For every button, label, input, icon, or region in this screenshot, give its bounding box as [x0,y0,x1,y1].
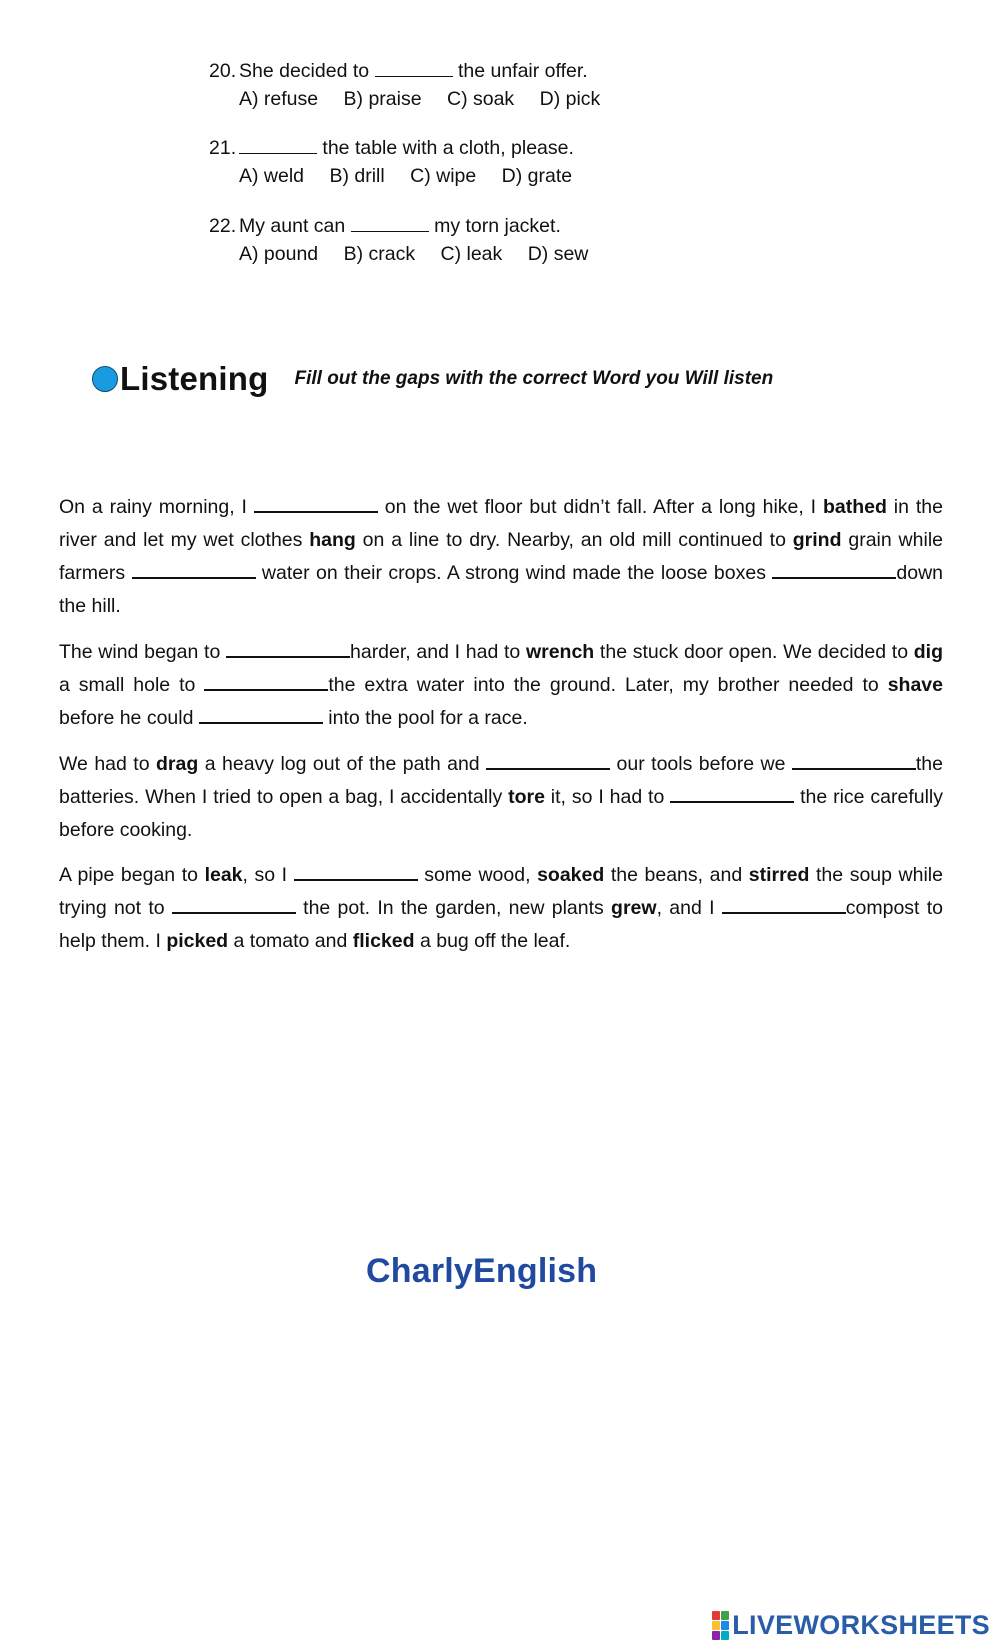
bold-word: hang [309,529,356,551]
text-run: in the river and let my wet clothes [59,496,943,551]
paragraph-2 [59,636,943,735]
text-run: some wood, [417,864,538,886]
logo-tile [712,1611,720,1620]
bold-word: wrench [525,641,595,663]
answer-blank[interactable] [792,750,916,770]
text-run: before he could [59,707,199,729]
answer-blank[interactable] [254,493,378,513]
text-run: the batteries. When I tried to open a bag, I accidentally [59,753,943,808]
liveworksheets-logo[interactable] [712,1610,990,1641]
question-stem [209,134,574,162]
bold-word: grind [792,529,842,551]
paragraph-3 [59,748,943,847]
logo-tile [721,1611,729,1620]
option-c[interactable]: C) leak [440,243,503,265]
bold-word: tore [508,786,545,808]
text-run: on the wet floor but didn’t fall. After a long hike, I [377,496,823,518]
text-run: a heavy log out of the path and [198,753,487,775]
text-run: our tools before we [610,753,792,775]
text-run: the stuck door open. We decided to [594,641,914,663]
bold-word: shave [887,674,943,696]
brand-name: CharlyEnglish [366,1252,598,1290]
bold-word: soaked [537,864,605,886]
text-run: We had to [59,753,157,775]
question-number: 20. [209,60,237,82]
text-run: the rice carefully before cooking. [59,786,943,841]
option-c[interactable]: C) wipe [410,165,477,187]
section-instruction: Fill out the gaps with the correct Word you Will listen [294,368,774,389]
question-number: 22. [209,215,237,237]
option-b[interactable]: B) crack [343,243,416,265]
answer-blank[interactable] [239,135,317,154]
bullet-circle-icon [92,366,118,392]
option-a[interactable]: A) pound [239,243,319,265]
text-run: the extra water into the ground. Later, my brother needed to [328,674,888,696]
logo-tile [712,1631,720,1640]
answer-blank[interactable] [226,638,350,658]
text-run: into the pool for a race. [322,707,528,729]
bold-word: flicked [352,930,415,952]
text-run: the pot. In the garden, new plants [295,897,612,919]
options-row [209,240,588,268]
logo-tile [721,1621,729,1630]
listening-header [92,360,773,398]
text-run: on a line to dry. Nearby, an old mill continued to [355,529,793,551]
bold-word: stirred [748,864,810,886]
answer-blank[interactable] [204,671,328,691]
answer-blank[interactable] [132,559,256,579]
text-run: harder, and I had to [350,641,526,663]
text-run: grain while farmers [59,529,943,584]
bold-word: grew [611,897,657,919]
section-title: Listening [120,360,269,397]
option-b[interactable]: B) praise [343,88,422,110]
question-20 [209,57,600,113]
answer-blank[interactable] [199,704,323,724]
options-row [209,85,600,113]
option-d[interactable]: D) pick [539,88,601,110]
stem-before: She decided to [239,60,370,82]
answer-blank[interactable] [670,783,794,803]
answer-blank[interactable] [772,559,896,579]
question-stem [209,57,600,85]
question-21 [209,134,574,190]
stem-after: the table with a cloth, please. [322,137,574,159]
stem-before: My aunt can [239,215,346,237]
question-22 [209,212,588,268]
text-run: A pipe began to [59,864,205,886]
stem-after: the unfair offer. [457,60,588,82]
question-stem [209,212,588,240]
answer-blank[interactable] [722,894,846,914]
bold-word: leak [204,864,243,886]
text-run: a bug off the leaf. [414,930,571,952]
text-run: it, so I had to [544,786,671,808]
text-run: , so I [242,864,294,886]
paragraph-1 [59,491,943,623]
text-run: water on their crops. A strong wind made the loose boxes [255,562,773,584]
logo-tile [712,1621,720,1630]
text-run: a tomato and [228,930,353,952]
paragraph-4 [59,859,943,958]
option-a[interactable]: A) weld [239,165,305,187]
text-run: the beans, and [604,864,749,886]
liveworksheets-icon [712,1611,729,1640]
option-d[interactable]: D) grate [501,165,573,187]
answer-blank[interactable] [486,750,610,770]
text-run: compost to help them. I [59,897,943,952]
stem-after: my torn jacket. [434,215,561,237]
answer-blank[interactable] [172,894,296,914]
option-a[interactable]: A) refuse [239,88,319,110]
text-run: down the hill. [59,562,943,617]
bold-word: bathed [823,496,887,518]
bold-word: drag [156,753,199,775]
option-c[interactable]: C) soak [447,88,515,110]
logo-tile [721,1631,729,1640]
answer-blank[interactable] [294,861,418,881]
options-row [209,162,574,190]
question-number: 21. [209,137,237,159]
bold-word: picked [166,930,229,952]
text-run: the soup while trying not to [59,864,943,919]
option-b[interactable]: B) drill [329,165,385,187]
text-run: a small hole to [59,674,205,696]
option-d[interactable]: D) sew [527,243,589,265]
bold-word: dig [913,641,943,663]
text-run: The wind began to [59,641,226,663]
answer-blank[interactable] [375,58,453,77]
answer-blank[interactable] [351,213,429,232]
liveworksheets-text: LIVEWORKSHEETS [732,1610,990,1640]
text-run: On a rainy morning, I [59,496,254,518]
text-run: , and I [656,897,722,919]
